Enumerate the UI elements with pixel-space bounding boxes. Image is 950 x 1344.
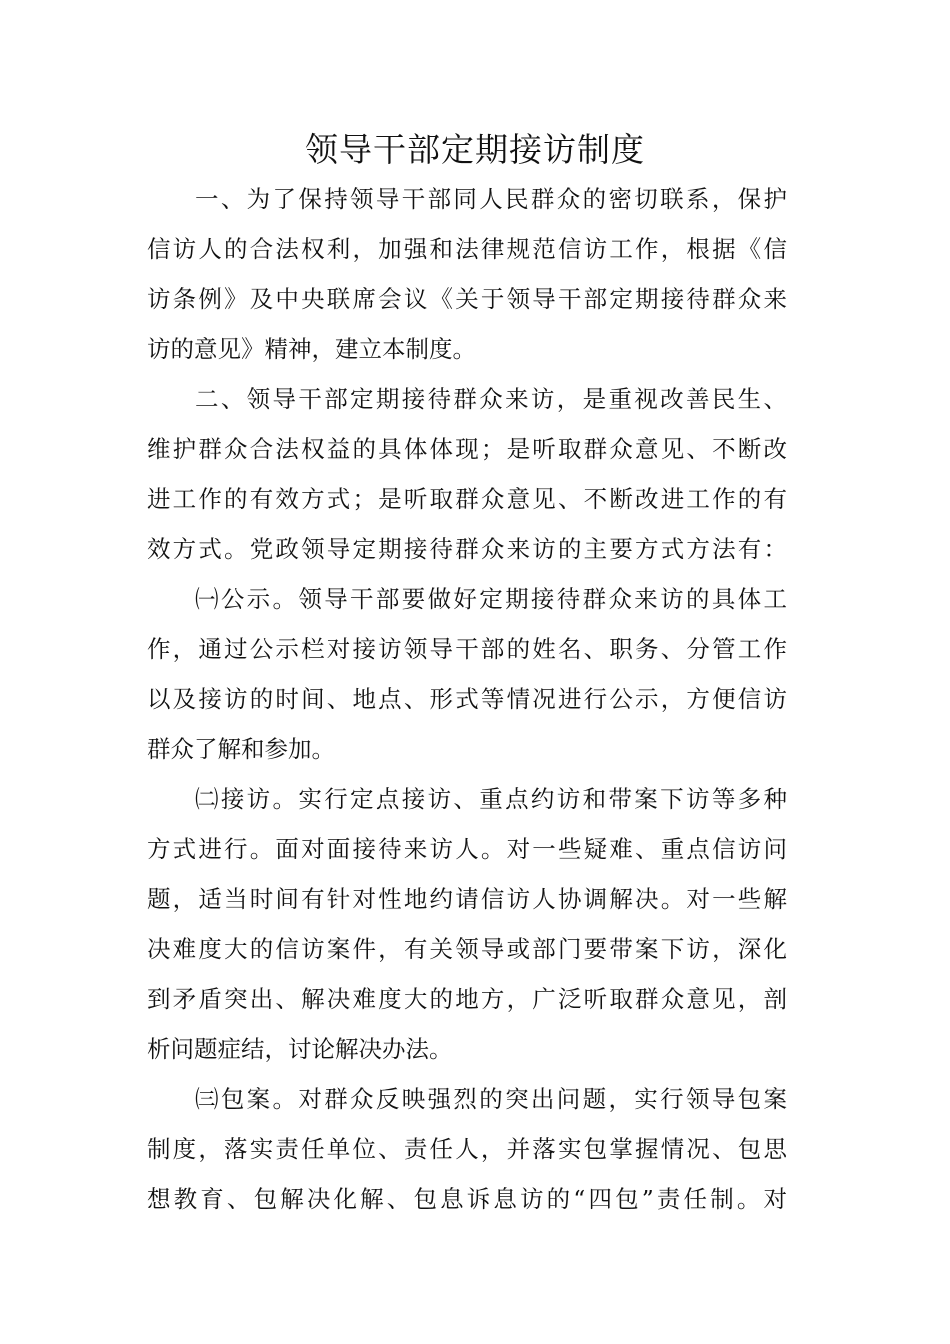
paragraph-line: 信访人的合法权利，加强和法律规范信访工作，根据《信	[147, 235, 787, 263]
paragraph-4	[147, 774, 787, 1074]
paragraph-line: 到矛盾突出、解决难度大的地方，广泛听取群众意见，剖	[147, 985, 787, 1013]
paragraph-line: 维护群众合法权益的具体体现；是听取群众意见、不断改	[147, 435, 787, 463]
paragraph-line: 以及接访的时间、地点、形式等情况进行公示，方便信访	[147, 685, 787, 713]
document-body	[147, 174, 787, 1224]
paragraph-line: 访的意见》精神，建立本制度。	[147, 335, 476, 363]
paragraph-line: 一、为了保持领导干部同人民群众的密切联系，保护	[195, 185, 787, 213]
document-title: 领导干部定期接访制度	[305, 130, 645, 169]
paragraph-line: 访条例》及中央联席会议《关于领导干部定期接待群众来	[147, 285, 787, 313]
paragraph-line: 效方式。党政领导定期接待群众来访的主要方式方法有：	[147, 535, 787, 563]
paragraph-line: ㈠公示。领导干部要做好定期接待群众来访的具体工	[195, 585, 787, 613]
paragraph-line: 作，通过公示栏对接访领导干部的姓名、职务、分管工作	[147, 635, 787, 663]
paragraph-line: 群众了解和参加。	[147, 735, 335, 763]
paragraph-3	[147, 574, 787, 774]
paragraph-line: 析问题症结，讨论解决办法。	[147, 1035, 453, 1063]
paragraph-line: 想教育、包解决化解、包息诉息访的“四包”责任制。对	[147, 1185, 787, 1213]
paragraph-line: 制度，落实责任单位、责任人，并落实包掌握情况、包思	[147, 1135, 787, 1163]
paragraph-line: 决难度大的信访案件，有关领导或部门要带案下访，深化	[147, 935, 787, 963]
paragraph-line: 方式进行。面对面接待来访人。对一些疑难、重点信访问	[147, 835, 787, 863]
paragraph-2	[147, 374, 787, 574]
paragraph-line: 题，适当时间有针对性地约请信访人协调解决。对一些解	[147, 885, 787, 913]
paragraph-line: ㈢包案。对群众反映强烈的突出问题，实行领导包案	[195, 1085, 787, 1113]
paragraph-line: 二、领导干部定期接待群众来访，是重视改善民生、	[195, 385, 787, 413]
paragraph-line: 进工作的有效方式；是听取群众意见、不断改进工作的有	[147, 485, 787, 513]
paragraph-line: ㈡接访。实行定点接访、重点约访和带案下访等多种	[195, 785, 787, 813]
paragraph-5	[147, 1074, 787, 1224]
paragraph-1	[147, 174, 787, 374]
